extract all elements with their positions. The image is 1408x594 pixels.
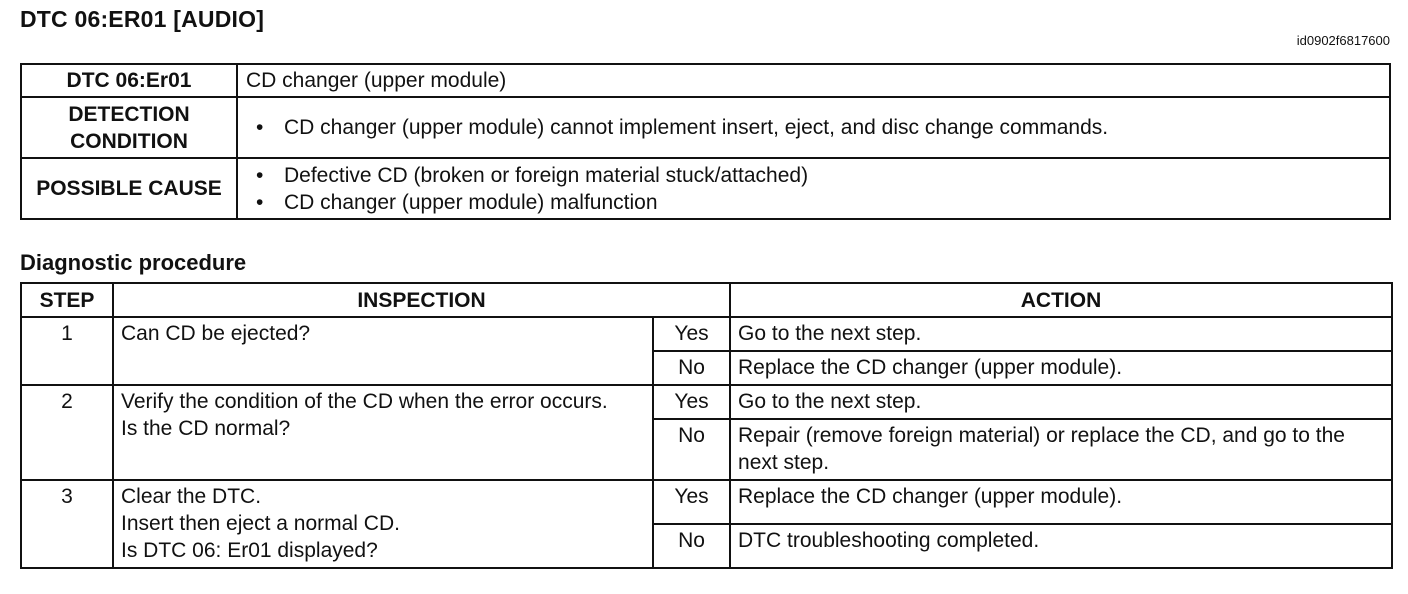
cause-list	[246, 162, 1381, 216]
inspection-header: INSPECTION	[113, 283, 730, 317]
no-action: Replace the CD changer (upper module).	[730, 351, 1392, 385]
yes-label: Yes	[653, 317, 730, 351]
diagnostic-table	[20, 282, 1393, 569]
yes-action: Go to the next step.	[730, 317, 1392, 351]
step-number: 1	[21, 317, 113, 385]
dtc-label: DTC 06:Er01	[21, 64, 237, 97]
dtc-row	[21, 64, 1390, 97]
cause-item: • CD changer (upper module) malfunction	[246, 189, 1381, 216]
no-label: No	[653, 351, 730, 385]
yes-label: Yes	[653, 385, 730, 419]
step-number: 3	[21, 480, 113, 568]
yes-action: Replace the CD changer (upper module).	[730, 480, 1392, 524]
header-row	[21, 283, 1392, 317]
no-label: No	[653, 524, 730, 568]
step-number: 2	[21, 385, 113, 480]
inspection-cell	[113, 317, 653, 385]
inspection-line: Insert then eject a normal CD.	[121, 512, 400, 535]
dtc-info-table	[20, 63, 1391, 220]
yes-label: Yes	[653, 480, 730, 524]
inspection-line: Is the CD normal?	[121, 417, 291, 440]
inspection-cell	[113, 385, 653, 480]
dtc-value: CD changer (upper module)	[237, 64, 1390, 97]
yes-action: Go to the next step.	[730, 385, 1392, 419]
cause-label: POSSIBLE CAUSE	[21, 158, 237, 219]
inspection-line: Verify the condition of the CD when the error occurs.	[121, 390, 608, 413]
no-label: No	[653, 419, 730, 480]
no-action: Repair (remove foreign material) or replace the CD, and go to the next step.	[730, 419, 1392, 480]
inspection-cell	[113, 480, 653, 568]
cause-item: • Defective CD (broken or foreign material stuck/attached)	[246, 162, 1381, 189]
table-row	[21, 480, 1392, 524]
step-header: STEP	[21, 283, 113, 317]
action-header: ACTION	[730, 283, 1392, 317]
detection-list	[246, 114, 1381, 141]
detection-row	[21, 97, 1390, 158]
page-title: DTC 06:ER01 [AUDIO]	[20, 6, 265, 32]
inspection-line: Is DTC 06: Er01 displayed?	[121, 539, 378, 562]
table-row	[21, 317, 1392, 351]
cause-value	[237, 158, 1390, 219]
detection-value	[237, 97, 1390, 158]
table-row	[21, 385, 1392, 419]
inspection-line: Can CD be ejected?	[121, 322, 311, 345]
document-id: id0902f6817600	[1296, 33, 1390, 48]
detection-item: • CD changer (upper module) cannot implement insert, eject, and disc change commands.	[246, 114, 1381, 141]
no-action: DTC troubleshooting completed.	[730, 524, 1392, 568]
cause-row	[21, 158, 1390, 219]
detection-label: DETECTION CONDITION	[21, 97, 237, 158]
section-title: Diagnostic procedure	[20, 250, 247, 275]
inspection-line: Clear the DTC.	[121, 485, 262, 508]
